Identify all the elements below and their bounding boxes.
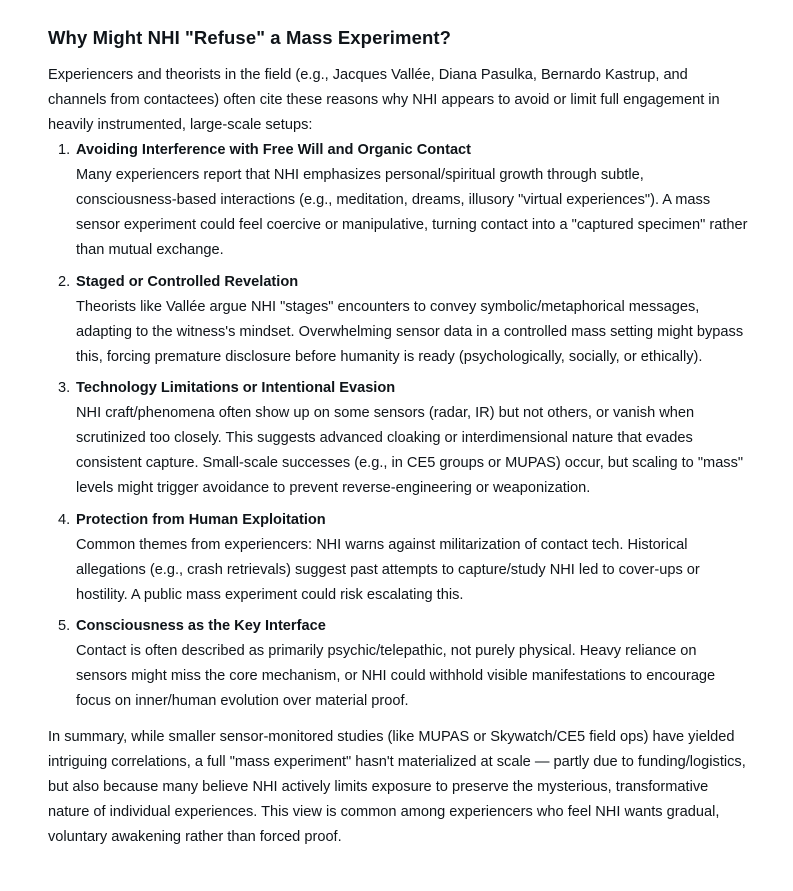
list-item-body: NHI craft/phenomena often show up on some sensors (radar, IR) but not others, or vanish when scrutinized too closely. This suggests advanced cloaking or interdimensional nature that evades consistent capture. Small-scale successes (e.g., in CE5 groups or MUPAS) occur, but scaling to "mass" levels might trigger avoidance to prevent reverse-engineering or weaponization.	[76, 405, 744, 496]
list-item	[58, 508, 748, 608]
page-title: Why Might NHI "Refuse" a Mass Experiment?	[48, 27, 452, 48]
document-body	[48, 26, 748, 850]
list-item-title: Consciousness as the Key Interface	[76, 618, 326, 634]
list-item	[58, 270, 748, 370]
list-item-number: 5.	[58, 618, 71, 634]
summary-paragraph: In summary, while smaller sensor-monitored studies (like MUPAS or Skywatch/CE5 field ops) have yielded intriguing correlations, a full "mass experiment" hasn't materialized at scale — partly due to funding/logistics, but also because many believe NHI actively limits exposure to preserve the mysterious, transformative nature of individual experiences. This view is common among experiencers who feel NHI wants gradual, voluntary awakening rather than forced proof.	[48, 729, 746, 845]
list-item	[58, 614, 748, 714]
list-item-body: Contact is often described as primarily psychic/telepathic, not purely physical. Heavy reliance on sensors might miss the core mechanism, or NHI could withhold visible manifestations to encourage focus on inner/human evolution over material proof.	[76, 643, 716, 709]
list-item-body: Theorists like Vallée argue NHI "stages" encounters to convey symbolic/metaphorical messages, adapting to the witness's mindset. Overwhelming sensor data in a controlled mass setting might bypass this, forcing premature disclosure before humanity is ready (psychologically, socially, or ethically).	[76, 298, 744, 365]
list-item-title: Staged or Controlled Revelation	[76, 273, 299, 290]
list-item-number: 3.	[58, 380, 71, 396]
list-item-number: 1.	[58, 142, 71, 158]
list-item	[58, 138, 748, 263]
list-item-body: Common themes from experiencers: NHI warns against militarization of contact tech. Historical allegations (e.g., crash retrievals) suggest past attempts to capture/study NHI led to cover-ups or hostility. A public mass experiment could risk escalating this.	[76, 536, 700, 603]
list-item-number: 2.	[58, 273, 71, 290]
list-item-number: 4.	[58, 511, 71, 528]
reasons-list	[48, 138, 748, 714]
list-item-title: Technology Limitations or Intentional Evasion	[76, 380, 396, 396]
list-item-body: Many experiencers report that NHI emphasizes personal/spiritual growth through subtle, consciousness-based interactions (e.g., meditation, dreams, illusory "virtual experiences"). A mass sensor experiment could feel coercive or manipulative, turning contact into a "captured specimen" rather than mutual exchange.	[76, 167, 748, 258]
list-item-title: Avoiding Interference with Free Will and Organic Contact	[76, 142, 472, 158]
list-item-title: Protection from Human Exploitation	[76, 511, 326, 528]
intro-paragraph: Experiencers and theorists in the field (e.g., Jacques Vallée, Diana Pasulka, Bernardo Kastrup, and channels from contactees) often cite these reasons why NHI appears to avoid or limit full engagement in heavily instrumented, large-scale setups:	[48, 67, 720, 133]
list-item	[58, 376, 748, 501]
